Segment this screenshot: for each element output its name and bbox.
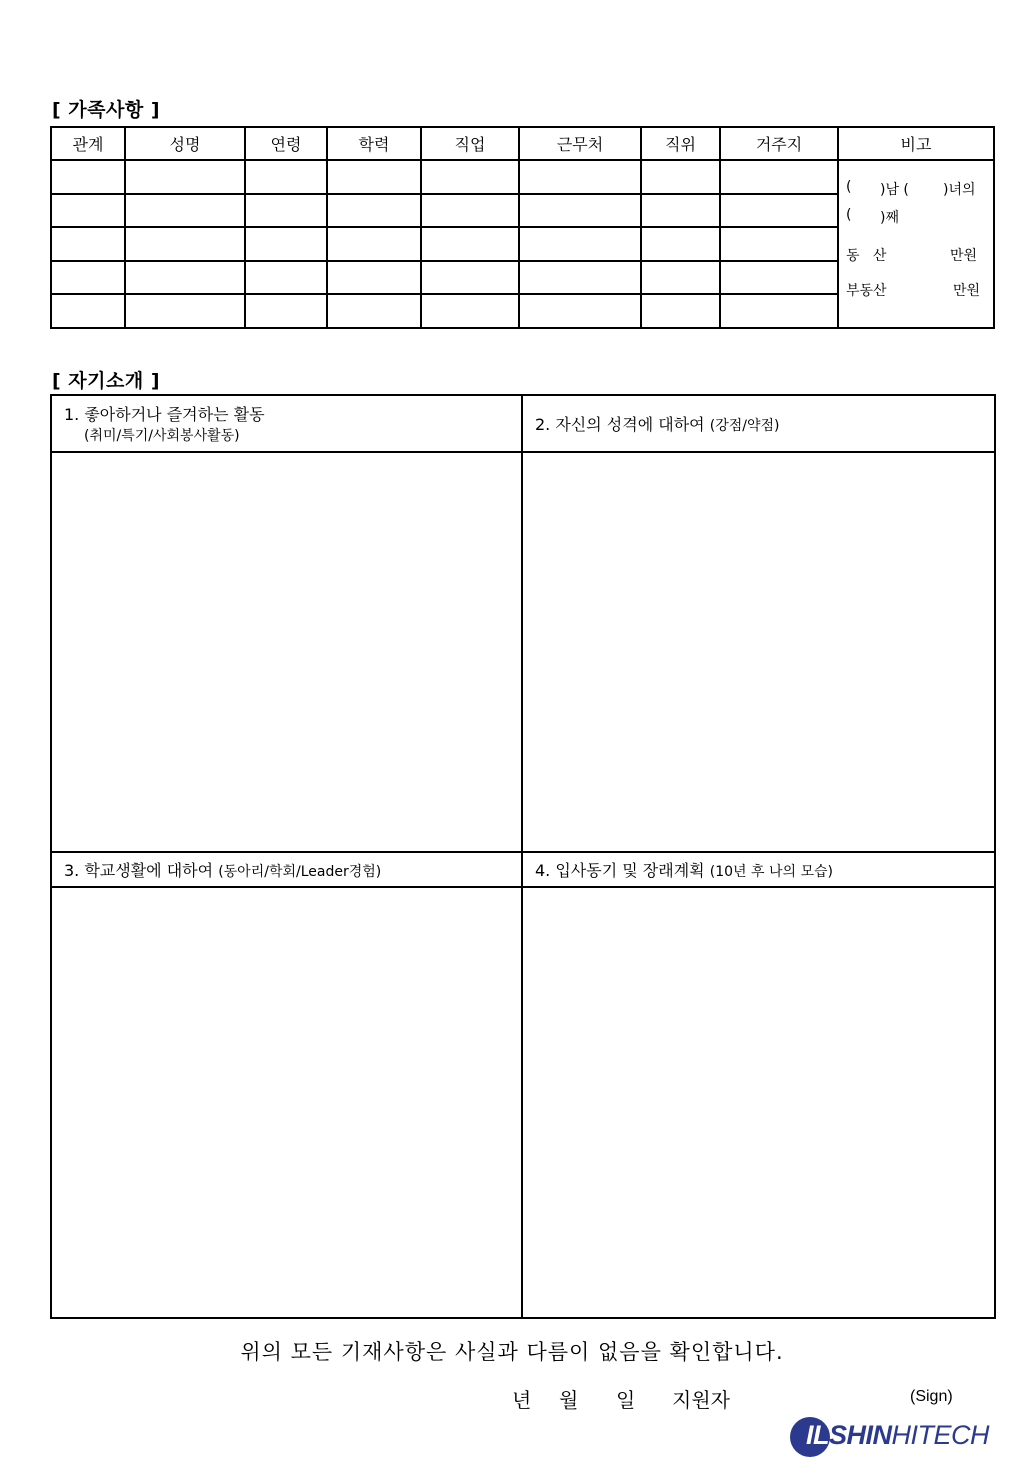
question-2-header [522, 395, 995, 452]
cell-name[interactable] [125, 160, 245, 194]
cell-position[interactable] [641, 261, 720, 295]
col-header-residence: 거주지 [720, 127, 838, 160]
cell-relation[interactable] [51, 194, 125, 228]
sign-label[interactable]: (Sign) [910, 1388, 953, 1405]
cell-residence[interactable] [720, 194, 838, 228]
cell-education[interactable] [327, 261, 421, 295]
cell-name[interactable] [125, 294, 245, 328]
cell-name[interactable] [125, 261, 245, 295]
cell-workplace[interactable] [519, 261, 641, 295]
question-2-subtitle: (강점/약점) [709, 418, 780, 434]
month-label: 월 [559, 1388, 579, 1412]
intro-answer-row-1 [51, 452, 995, 852]
cell-position[interactable] [641, 194, 720, 228]
self-intro-table [50, 394, 996, 1319]
family-header-row [51, 127, 994, 160]
question-3-header [51, 852, 522, 887]
table-row [51, 160, 994, 194]
remarks-content [839, 161, 993, 327]
cell-occupation[interactable] [421, 261, 519, 295]
applicant-label: 지원자 [672, 1388, 730, 1412]
col-header-position: 직위 [641, 127, 720, 160]
remarks-paren-open-2: ( [846, 207, 852, 223]
family-section-title: [ 가족사항 ] [52, 99, 161, 121]
col-header-relation: 관계 [51, 127, 125, 160]
cell-relation[interactable] [51, 160, 125, 194]
question-4-header [522, 852, 995, 887]
cell-name[interactable] [125, 194, 245, 228]
question-4-title: 4. 입사동기 및 장래계획 [535, 861, 705, 880]
cell-occupation[interactable] [421, 160, 519, 194]
cell-position[interactable] [641, 294, 720, 328]
intro-header-row-1 [51, 395, 995, 452]
cell-relation[interactable] [51, 294, 125, 328]
cell-position[interactable] [641, 227, 720, 261]
cell-relation[interactable] [51, 261, 125, 295]
remarks-movable-label: 동 산 [846, 248, 887, 264]
confirmation-statement: 위의 모든 기재사항은 사실과 다름이 없음을 확인합니다. [240, 1340, 784, 1364]
remarks-paren-open: ( [846, 179, 852, 195]
question-2-title: 2. 자신의 성격에 대하여 [535, 415, 705, 434]
cell-age[interactable] [245, 294, 327, 328]
logo-il: IL [806, 1420, 829, 1450]
remarks-birth-order: )째 [880, 210, 899, 226]
question-4-subtitle: (10년 후 나의 모습) [709, 864, 833, 880]
cell-workplace[interactable] [519, 294, 641, 328]
year-label: 년 [512, 1388, 532, 1412]
cell-residence[interactable] [720, 227, 838, 261]
logo-wordmark [806, 1420, 989, 1451]
cell-education[interactable] [327, 160, 421, 194]
answer-3-field[interactable] [51, 887, 522, 1318]
cell-age[interactable] [245, 160, 327, 194]
remarks-realestate-unit: 만원 [953, 283, 981, 299]
cell-name[interactable] [125, 227, 245, 261]
intro-section-title: [ 자기소개 ] [52, 370, 161, 392]
col-header-education: 학력 [327, 127, 421, 160]
cell-position[interactable] [641, 160, 720, 194]
cell-relation[interactable] [51, 227, 125, 261]
ilshin-hitech-logo [790, 1416, 990, 1458]
intro-header-row-2 [51, 852, 995, 887]
question-1-title: 1. 좋아하거나 즐겨하는 활동 [64, 405, 265, 424]
question-3-subtitle: (동아리/학회/Leader경험) [218, 864, 382, 880]
answer-4-field[interactable] [522, 887, 995, 1318]
cell-occupation[interactable] [421, 294, 519, 328]
intro-answer-row-2 [51, 887, 995, 1318]
cell-residence[interactable] [720, 160, 838, 194]
logo-hitech: HITECH [891, 1420, 990, 1450]
question-1-subtitle: (취미/특기/사회봉사활동) [84, 428, 240, 444]
cell-education[interactable] [327, 294, 421, 328]
col-header-workplace: 근무처 [519, 127, 641, 160]
remarks-movable-unit: 만원 [950, 248, 978, 264]
cell-education[interactable] [327, 227, 421, 261]
cell-age[interactable] [245, 261, 327, 295]
logo-shin: SHIN [829, 1420, 892, 1450]
cell-age[interactable] [245, 194, 327, 228]
family-table [50, 126, 995, 329]
cell-age[interactable] [245, 227, 327, 261]
cell-occupation[interactable] [421, 194, 519, 228]
question-3-title: 3. 학교생활에 대하여 [64, 861, 214, 880]
remarks-sons: )남 ( [880, 182, 909, 198]
remarks-realestate-label: 부동산 [846, 283, 887, 299]
col-header-remarks: 비고 [838, 127, 994, 160]
cell-workplace[interactable] [519, 160, 641, 194]
cell-education[interactable] [327, 194, 421, 228]
cell-residence[interactable] [720, 294, 838, 328]
col-header-age: 연령 [245, 127, 327, 160]
remarks-daughters: )녀의 [943, 182, 976, 198]
col-header-occupation: 직업 [421, 127, 519, 160]
day-label: 일 [616, 1388, 636, 1412]
col-header-name: 성명 [125, 127, 245, 160]
cell-residence[interactable] [720, 261, 838, 295]
remarks-cell[interactable] [838, 160, 994, 328]
answer-1-field[interactable] [51, 452, 522, 852]
cell-occupation[interactable] [421, 227, 519, 261]
answer-2-field[interactable] [522, 452, 995, 852]
question-1-header [51, 395, 522, 452]
cell-workplace[interactable] [519, 227, 641, 261]
cell-workplace[interactable] [519, 194, 641, 228]
